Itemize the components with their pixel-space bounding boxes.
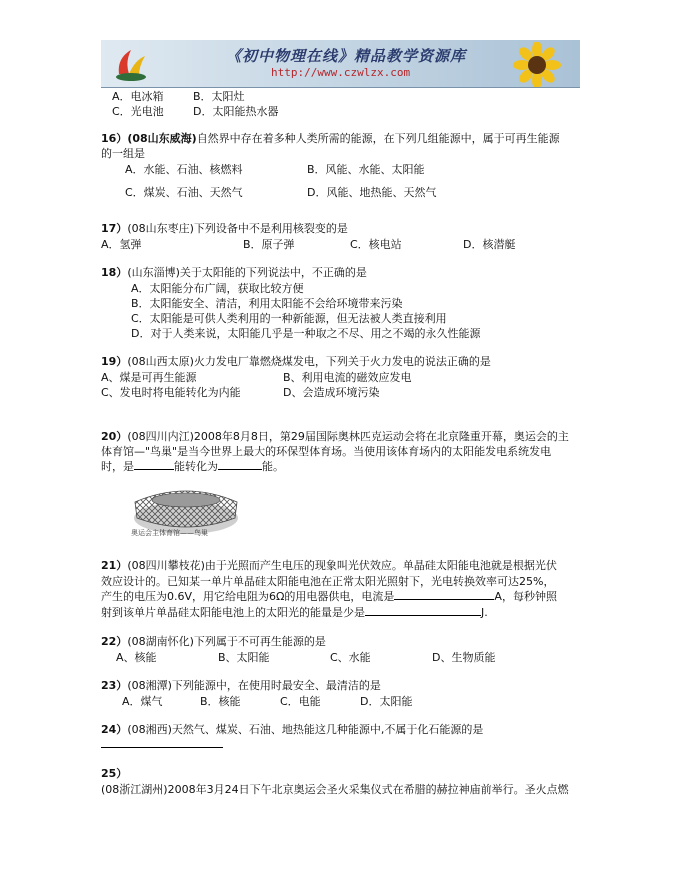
banner-url[interactable]: http://www.czwlzx.com — [271, 66, 411, 79]
q17-stem — [101, 222, 348, 236]
q20-stem-cont: 体育馆—"鸟巢"是当今世界上最大的环保型体育场。当使用该体育场内的太阳能发电系统发电 — [101, 445, 552, 458]
q17-option-a: A．氢弹 — [101, 238, 142, 251]
question-source: (08湖南怀化) — [127, 635, 194, 648]
q16-option-b: B．风能、水能、太阳能 — [307, 163, 425, 176]
q17-option-d: D．核潜艇 — [463, 238, 516, 251]
sunflower-icon — [512, 42, 562, 88]
question-source: (08山东枣庄) — [127, 222, 194, 235]
q25-number — [101, 767, 127, 781]
question-source: (08四川攀枝花) — [127, 559, 205, 572]
q18-option-a: A．太阳能分布广阔，获取比较方便 — [131, 282, 304, 295]
question-text: 自然界中存在着多种人类所需的能源，在下列几组能源中，属于可再生能源 — [196, 132, 560, 145]
q19-option-a: A、煤是可再生能源 — [101, 371, 197, 384]
q23-option-c: C．电能 — [280, 695, 321, 708]
question-number: 25） — [101, 767, 128, 780]
prev-option-c: C．光电池 — [112, 105, 164, 118]
q21-stem-cont: 效应设计的。已知某一单片单晶硅太阳能电池在正常太阳光照射下，光电转换效率可达25%， — [101, 575, 555, 588]
prev-option-d: D．太阳能热水器 — [193, 105, 279, 118]
q18-option-b: B．太阳能安全、清洁，利用太阳能不会给环境带来污染 — [131, 297, 403, 310]
q24-stem — [101, 723, 483, 737]
answer-blank[interactable] — [218, 460, 262, 470]
q19-option-d: D、会造成环境污染 — [283, 386, 380, 399]
q23-stem — [101, 679, 381, 693]
site-logo-icon — [111, 44, 151, 84]
question-source: (08湘潭) — [127, 679, 172, 692]
question-number: 19） — [101, 355, 128, 368]
q18-stem — [101, 266, 367, 280]
q16-option-c: C．煤炭、石油、天然气 — [125, 186, 243, 199]
answer-blank[interactable] — [134, 460, 174, 470]
question-number: 18） — [101, 266, 128, 279]
image-caption: 奥运会主体育馆——鸟巢 — [131, 529, 208, 537]
q16-option-a: A．水能、石油、核燃料 — [125, 163, 243, 176]
q21-stem — [101, 559, 557, 573]
question-text: 下列设备中不是利用核裂变的是 — [193, 222, 348, 235]
q21-fill-line-2: 射到该单片单晶硅太阳能电池上的太阳光的能量是少是 J. — [101, 606, 488, 619]
q20-fill-line: 时，是 能转化为 能。 — [101, 460, 284, 473]
q18-option-d: D．对于人类来说，太阳能几乎是一种取之不尽、用之不竭的永久性能源 — [131, 327, 481, 340]
question-number: 20） — [101, 430, 128, 443]
question-text: 火力发电厂靠燃烧煤发电，下列关于火力发电的说法正确的是 — [193, 355, 491, 368]
q17-option-c: C．核电站 — [350, 238, 402, 251]
question-text: 关于太阳能的下列说法中，不正确的是 — [179, 266, 367, 279]
q23-option-d: D．太阳能 — [360, 695, 413, 708]
question-number: 16） — [101, 132, 128, 145]
q19-option-b: B、利用电流的磁效应发电 — [283, 371, 412, 384]
q22-option-c: C、水能 — [330, 651, 371, 664]
prev-option-a: A．电冰箱 — [112, 90, 164, 103]
q25-stem: (08浙江湖州)2008年3月24日下午北京奥运会圣火采集仪式在希腊的赫拉神庙前举行。圣火点燃 — [101, 783, 569, 796]
question-source: (08湘西) — [127, 723, 172, 736]
question-source: (08山东威海) — [127, 132, 197, 145]
question-number: 24） — [101, 723, 128, 736]
q19-stem — [101, 355, 491, 369]
q19-option-c: C、发电时将电能转化为内能 — [101, 386, 241, 399]
question-text: 2008年8月8日，第29届国际奥林匹克运动会将在北京隆重开幕，奥运会的主 — [193, 430, 569, 443]
banner-title: 《初中物理在线》精品教学资源库 — [226, 47, 467, 65]
question-source: (08山西太原) — [127, 355, 194, 368]
question-number: 23） — [101, 679, 128, 692]
question-text: 下列能源中，在使用时最安全、最清洁的是 — [171, 679, 381, 692]
question-source: (山东淄博) — [127, 266, 180, 279]
q16-option-d: D．风能、地热能、天然气 — [307, 186, 437, 199]
q23-option-b: B．核能 — [200, 695, 241, 708]
q22-option-b: B、太阳能 — [218, 651, 270, 664]
question-text: 下列属于不可再生能源的是 — [193, 635, 326, 648]
q20-stem — [101, 430, 569, 444]
answer-blank[interactable] — [365, 606, 481, 616]
q22-option-a: A、核能 — [116, 651, 157, 664]
q21-fill-line-1: 产生的电压为0.6V，用它给电阻为6Ω的用电器供电，电流是 A，每秒钟照 — [101, 590, 557, 603]
answer-blank[interactable] — [101, 747, 223, 748]
question-number: 21） — [101, 559, 128, 572]
answer-blank[interactable] — [394, 590, 494, 600]
q16-stem-cont: 的一组是 — [101, 147, 145, 160]
question-text: 由于光照而产生电压的现象叫光伏效应。单晶硅太阳能电池就是根据光伏 — [204, 559, 557, 572]
q22-option-d: D、生物质能 — [432, 651, 496, 664]
prev-option-b: B．太阳灶 — [193, 90, 245, 103]
header-banner — [101, 40, 580, 88]
question-text: 天然气、煤炭、石油、地热能这几种能源中,不属于化石能源的是 — [171, 723, 484, 736]
q22-stem — [101, 635, 326, 649]
question-source: (08四川内江) — [127, 430, 194, 443]
question-number: 17） — [101, 222, 128, 235]
q18-option-c: C．太阳能是可供人类利用的一种新能源，但无法被人类直接利用 — [131, 312, 447, 325]
q23-option-a: A．煤气 — [122, 695, 163, 708]
question-number: 22） — [101, 635, 128, 648]
q17-option-b: B．原子弹 — [243, 238, 295, 251]
q16-stem — [101, 132, 560, 146]
